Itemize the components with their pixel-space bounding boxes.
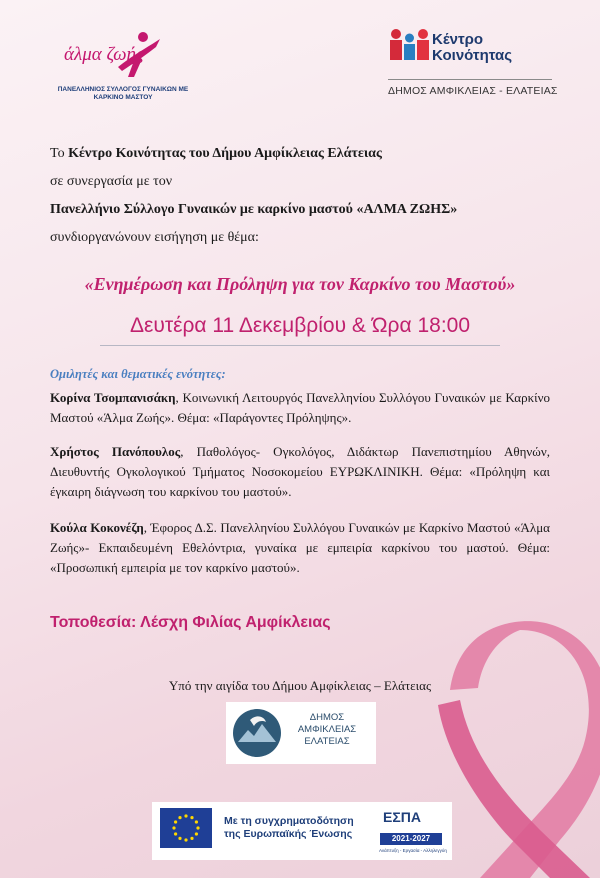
eu-cofunding-text bbox=[224, 815, 354, 841]
speaker-desc: , Έφορος Δ.Σ. Πανελληνίου Συλλόγου Γυναικών με Καρκίνο Μαστού «Άλμα Ζωής»- Εκπαιδευμένη Εθελόντρια, γυναίκα με εμπειρία καρκίνου του μαστού. Θέμα: «Προσωπική εμπειρία με τον καρκίνο μαστού». bbox=[50, 520, 550, 575]
intro-organizer: Κέντρο Κοινότητας του Δήμου Αμφίκλειας Ελάτειας bbox=[68, 146, 382, 161]
alma-logo-text: άλμα ζωής bbox=[64, 44, 144, 65]
intro-line-1 bbox=[50, 146, 382, 162]
demos-logo-text bbox=[282, 712, 372, 748]
eu-flag-icon bbox=[160, 808, 212, 848]
intro-line-2: σε συνεργασία με τον bbox=[50, 174, 173, 189]
demos-line2: ΑΜΦΙΚΛΕΙΑΣ bbox=[297, 724, 357, 735]
eu-line1: Με τη συγχρηματοδότηση bbox=[224, 815, 354, 827]
kentro-divider bbox=[388, 79, 552, 80]
speaker-name: Χρήστος Πανόπουλος bbox=[50, 444, 181, 459]
demos-line3: ΕΛΑΤΕΙΑΣ bbox=[304, 736, 350, 747]
intro-prefix: Το bbox=[50, 146, 69, 161]
demos-emblem-icon bbox=[232, 706, 282, 760]
divider bbox=[100, 345, 500, 346]
speaker-desc: , Κοινωνική Λειτουργός Πανελληνίου Συλλόγου Γυναικών με Καρκίνο Μαστού «Άλμα Ζωής». Θέμα: «Παράγοντες Πρόληψης». bbox=[50, 390, 551, 425]
espa-title: ΕΣΠΑ bbox=[383, 809, 421, 825]
kentro-title bbox=[432, 32, 512, 64]
kentro-title-line1: Κέντρο bbox=[432, 31, 484, 48]
kentro-people-icon bbox=[388, 28, 430, 68]
aegis-text: Υπό την αιγίδα του Δήμου Αμφίκλειας – Ελάτειας bbox=[168, 678, 432, 693]
demos-line1: ΔΗΜΟΣ bbox=[309, 712, 345, 723]
intro-partner: Πανελλήνιο Σύλλογο Γυναικών με καρκίνο μαστού «ΑΛΜΑ ΖΩΗΣ» bbox=[50, 202, 458, 217]
speaker-name: Κορίνα Τσομπανισάκη bbox=[50, 390, 176, 405]
event-datetime: Δευτέρα 11 Δεκεμβρίου & Ώρα 18:00 bbox=[129, 314, 471, 337]
kentro-subtitle: ΔΗΜΟΣ ΑΜΦΙΚΛΕΙΑΣ - ΕΛΑΤΕΙΑΣ bbox=[388, 85, 558, 97]
kentro-title-line2: Κοινότητας bbox=[432, 47, 513, 64]
espa-slogan: Ανάπτυξη - Εργασία - Αλληλεγγύη bbox=[379, 848, 447, 853]
intro-line-3 bbox=[50, 202, 457, 218]
speaker-item bbox=[50, 388, 550, 428]
speaker-name: Κούλα Κοκονέζη bbox=[50, 520, 144, 535]
intro-line-4: συνδιοργανώνουν εισήγηση με θέμα: bbox=[50, 230, 259, 245]
speakers-header: Ομιλητές και θεματικές ενότητες: bbox=[50, 367, 226, 381]
eu-line2: της Ευρωπαϊκής Ένωσης bbox=[224, 828, 353, 840]
espa-years: 2021-2027 bbox=[380, 833, 442, 845]
alma-logo-subtitle: ΠΑΝΕΛΛΗΝΙΟΣ ΣΥΛΛΟΓΟΣ ΓΥΝΑΙΚΩΝ ΜΕ ΚΑΡΚΙΝΟ ΜΑΣΤΟΥ bbox=[57, 86, 189, 101]
event-location: Τοποθεσία: Λέσχη Φιλίας Αμφίκλειας bbox=[50, 614, 331, 631]
speaker-desc: , Παθολόγος- Ογκολόγος, Διδάκτωρ Πανεπιστημίου Αθηνών, Διευθυντής Ογκολογικού Τμήματος Νοσοκομείου ΕΥΡΩΚΛΙΝΙΚΗ. Θέμα: «Πρόληψη και έγκαιρη διάγνωση του καρκίνου του μαστού». bbox=[50, 444, 550, 499]
speaker-item bbox=[50, 518, 550, 578]
speaker-item bbox=[50, 442, 550, 502]
event-headline: «Ενημέρωση και Πρόληψη για τον Καρκίνο του Μαστού» bbox=[84, 274, 516, 294]
